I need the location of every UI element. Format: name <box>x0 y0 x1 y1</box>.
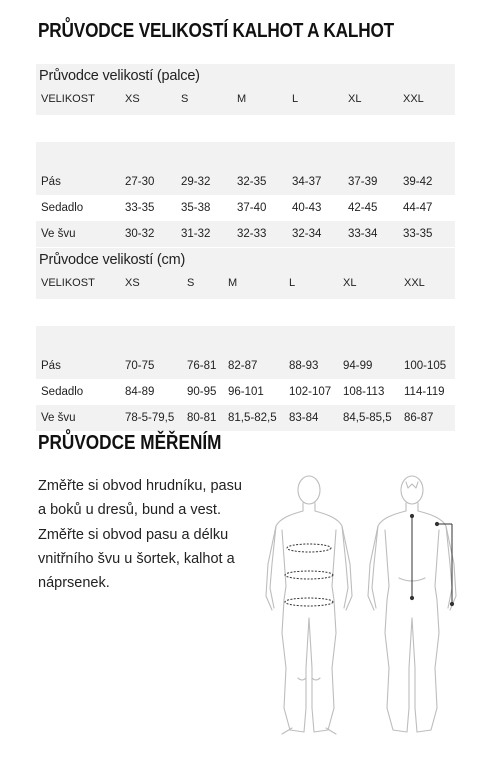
row-label: Pás <box>41 176 61 188</box>
size-table-cm <box>36 248 455 431</box>
table-cell: 78-5-79,5 <box>125 412 175 424</box>
table-spacer <box>36 115 455 142</box>
row-label: Ve švu <box>41 412 76 424</box>
header-cell: L <box>292 93 299 105</box>
page-title: PRŮVODCE VELIKOSTÍ KALHOT A KALHOT <box>38 20 394 42</box>
table-cell: 30-32 <box>125 228 155 240</box>
table-cell: 40-43 <box>292 202 322 214</box>
header-cell: XL <box>348 93 362 105</box>
table-cell: 70-75 <box>125 360 155 372</box>
table-row <box>36 221 455 247</box>
header-cell: XXL <box>404 277 425 289</box>
table-cell: 33-35 <box>125 202 155 214</box>
table-cell: 27-30 <box>125 176 155 188</box>
table-cell: 29-32 <box>181 176 211 188</box>
header-cell: M <box>237 93 247 105</box>
measure-title: PRŮVODCE MĚŘENÍM <box>38 432 222 454</box>
table-row <box>36 379 455 405</box>
table-spacer <box>36 326 455 353</box>
measure-lines <box>285 514 454 606</box>
table-cell: 114-119 <box>404 386 445 398</box>
table-cell: 86-87 <box>404 412 434 424</box>
table-cell: 37-39 <box>348 176 378 188</box>
body-measurement-illustration <box>262 468 472 738</box>
table-cell: 81,5-82,5 <box>228 412 277 424</box>
size-table-inches <box>36 64 455 247</box>
table-cell: 32-33 <box>237 228 267 240</box>
table-row <box>36 195 455 221</box>
table-cell: 34-37 <box>292 176 322 188</box>
table-cell: 94-99 <box>343 360 373 372</box>
table-cell: 32-34 <box>292 228 322 240</box>
row-label: Sedadlo <box>41 386 84 398</box>
table-cell: 42-45 <box>348 202 378 214</box>
row-label: Ve švu <box>41 228 76 240</box>
measure-instructions: Změřte si obvod hrudníku, pasu a boků u dresů, bund a vest. Změřte si obvod pasu a délku vnitřního švu u šortek, kalhot a náprsenek. <box>38 478 242 592</box>
table-cell: 84-89 <box>125 386 155 398</box>
table-cell: 35-38 <box>181 202 211 214</box>
header-cell: S <box>181 93 189 105</box>
table-cell: 37-40 <box>237 202 267 214</box>
front-figure-icon <box>266 476 352 734</box>
header-cell: XS <box>125 93 140 105</box>
header-cell: XXL <box>403 93 424 105</box>
header-cell: VELIKOST <box>41 277 95 289</box>
table-cell: 33-35 <box>403 228 433 240</box>
table-cell: 108-113 <box>343 386 385 398</box>
table-cell: 96-101 <box>228 386 264 398</box>
table-cell: 100-105 <box>404 360 447 372</box>
table-caption: Průvodce velikostí (palce) <box>36 64 455 89</box>
table-row <box>36 169 455 195</box>
row-label: Pás <box>41 360 61 372</box>
table-cell: 90-95 <box>187 386 217 398</box>
header-cell: VELIKOST <box>41 93 95 105</box>
header-cell: XL <box>343 277 357 289</box>
table-cell: 76-81 <box>187 360 217 372</box>
table-cell: 83-84 <box>289 412 319 424</box>
row-label: Sedadlo <box>41 202 84 214</box>
header-cell: M <box>228 277 238 289</box>
table-cell: 102-107 <box>289 386 332 398</box>
header-cell: XS <box>125 277 140 289</box>
table-row <box>36 405 455 431</box>
table-cell: 82-87 <box>228 360 258 372</box>
table-spacer <box>36 142 455 169</box>
table-header-row <box>36 89 455 115</box>
table-cell: 80-81 <box>187 412 217 424</box>
table-cell: 32-35 <box>237 176 267 188</box>
table-caption: Průvodce velikostí (cm) <box>36 248 455 273</box>
table-header-row <box>36 273 455 299</box>
table-cell: 88-93 <box>289 360 319 372</box>
table-row <box>36 353 455 379</box>
table-cell: 31-32 <box>181 228 211 240</box>
table-cell: 44-47 <box>403 202 433 214</box>
table-spacer <box>36 299 455 326</box>
table-cell: 33-34 <box>348 228 378 240</box>
header-cell: S <box>187 277 195 289</box>
header-cell: L <box>289 277 296 289</box>
table-cell: 84,5-85,5 <box>343 412 392 424</box>
table-cell: 39-42 <box>403 176 433 188</box>
